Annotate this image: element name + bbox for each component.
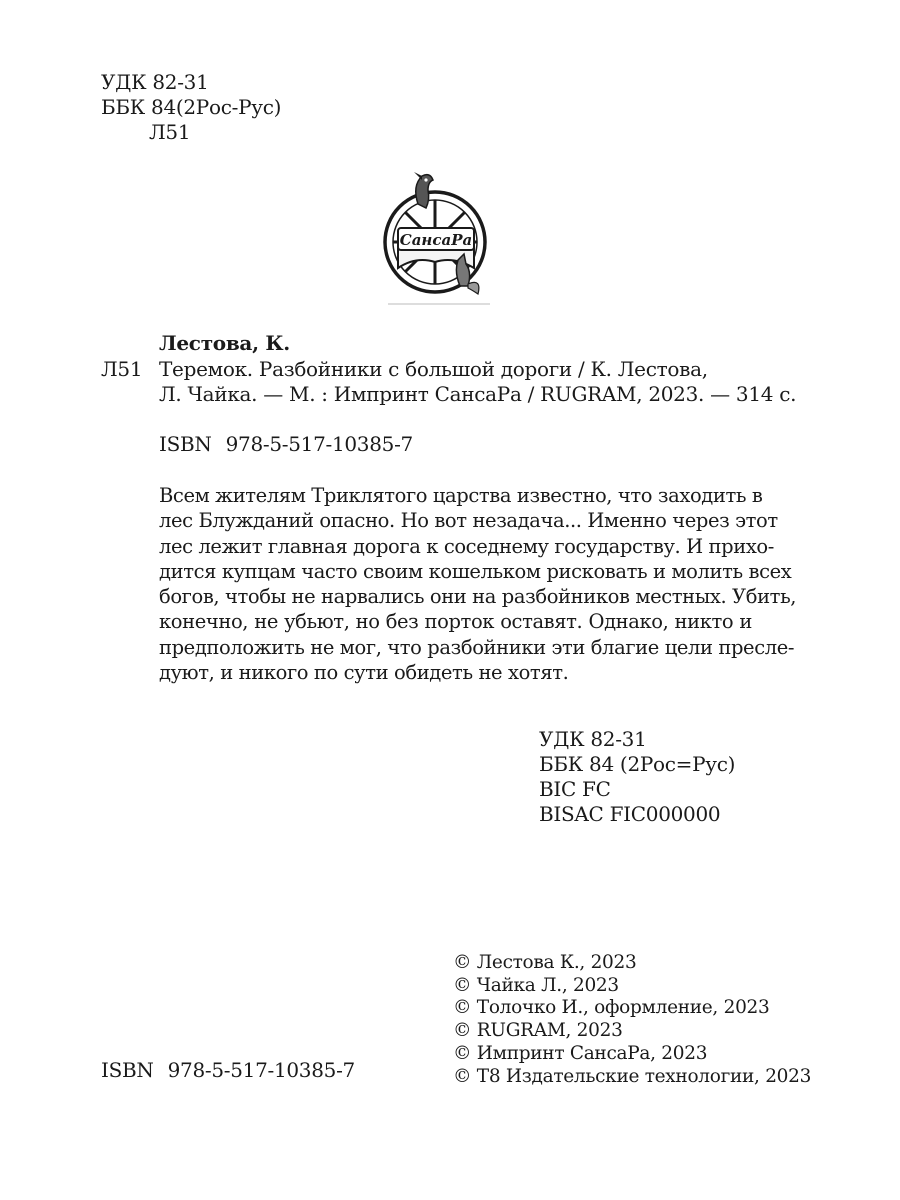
annotation-line: Всем жителям Триклятого царства известно, что заходить в bbox=[159, 484, 763, 507]
annotation-line: конечно, не убьют, но без порток оставят. Однако, никто и bbox=[159, 610, 752, 634]
isbn-footer bbox=[101, 1058, 355, 1083]
isbn-main bbox=[159, 432, 413, 457]
bibliographic-code: Л51 bbox=[101, 357, 143, 381]
copyright-line: © Чайка Л., 2023 bbox=[453, 974, 619, 996]
annotation-line: богов, чтобы не нарвались они на разбойников местных. Убить, bbox=[159, 585, 797, 609]
udk-code: УДК 82-31 bbox=[539, 727, 647, 751]
logo-text: СансаРа bbox=[399, 231, 473, 249]
isbn-number: 978-5-517-10385-7 bbox=[225, 432, 413, 456]
bic-code: BIC FC bbox=[539, 777, 611, 801]
isbn-label: ISBN bbox=[159, 432, 212, 456]
sansara-wheel-bird-fox-logo-icon bbox=[385, 172, 490, 304]
description-line: Теремок. Разбойники с большой дороги / К. Лестова, bbox=[159, 357, 708, 381]
copyright-line: © Т8 Издательские технологии, 2023 bbox=[453, 1065, 812, 1087]
bisac-code: BISAC FIC000000 bbox=[539, 802, 721, 826]
annotation bbox=[159, 483, 797, 685]
isbn-label: ISBN bbox=[101, 1058, 154, 1082]
copyright-notices bbox=[453, 952, 811, 1088]
sansara-logo bbox=[378, 168, 496, 306]
bbk-code: ББК 84(2Рос-Рус) bbox=[101, 95, 282, 119]
copyright-line: © Толочко И., оформление, 2023 bbox=[453, 997, 770, 1019]
udk-code: УДК 82-31 bbox=[101, 70, 209, 94]
description-line: Л. Чайка. — М. : Импринт СансаРа / RUGRAM, 2023. — 314 с. bbox=[159, 382, 797, 406]
annotation-line: дится купцам часто своим кошельком рисковать и молить всех bbox=[159, 559, 792, 583]
bbk-code: ББК 84 (2Рос=Рус) bbox=[539, 752, 736, 776]
annotation-line: лес лежит главная дорога к соседнему государству. И прихо- bbox=[159, 534, 774, 558]
annotation-line: лес Блужданий опасно. Но вот незадача... Именно через этот bbox=[159, 509, 778, 533]
copyright-line: © Лестова К., 2023 bbox=[453, 952, 637, 973]
isbn-number: 978-5-517-10385-7 bbox=[167, 1058, 355, 1082]
header-classification bbox=[101, 70, 281, 145]
copyright-line: © RUGRAM, 2023 bbox=[453, 1020, 623, 1042]
author-mark: Л51 bbox=[149, 120, 191, 144]
author-name: Лестова, К. bbox=[159, 331, 290, 355]
bibliographic-description bbox=[159, 357, 797, 407]
annotation-line: предположить не мог, что разбойники эти благие цели пресле- bbox=[159, 635, 795, 659]
copyright-line: © Импринт СансаРа, 2023 bbox=[453, 1042, 708, 1064]
annotation-line: дуют, и никого по сути обидеть не хотят. bbox=[159, 661, 569, 685]
classification-codes bbox=[539, 727, 735, 827]
